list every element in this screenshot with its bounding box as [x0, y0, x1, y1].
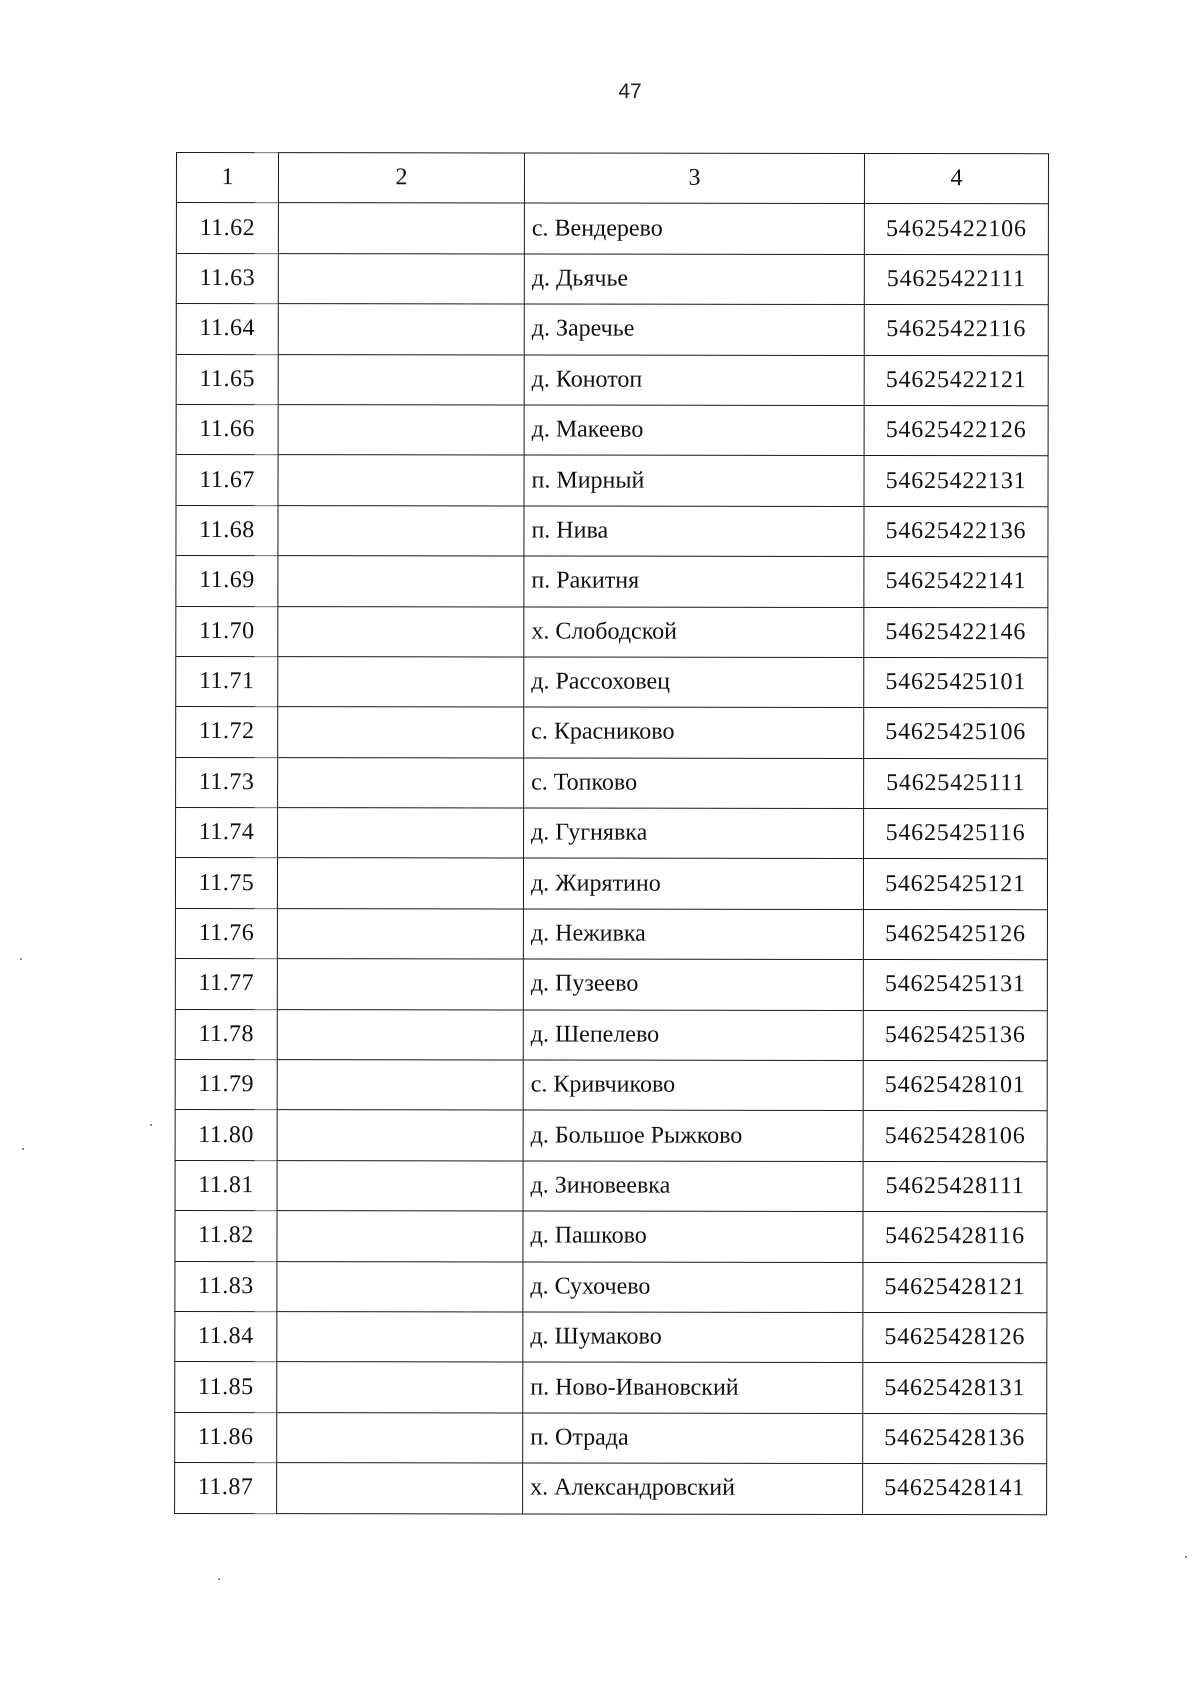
table-row [175, 1060, 1047, 1112]
row-number-cell: 11.84 [175, 1311, 277, 1362]
table-row [176, 757, 1048, 809]
oktmo-code-cell: 54625422116 [864, 305, 1048, 356]
oktmo-code-cell: 54625422106 [864, 204, 1048, 255]
settlement-name-cell: д. Конотоп [524, 355, 864, 406]
empty-cell [277, 1211, 523, 1262]
row-number-cell: 11.78 [175, 1009, 277, 1060]
row-number-cell: 11.80 [175, 1110, 277, 1161]
empty-cell [277, 1110, 523, 1161]
settlement-name-cell: д. Шепелево [523, 1010, 863, 1061]
empty-cell [278, 757, 524, 808]
oktmo-code-cell: 54625422121 [864, 355, 1048, 406]
table-row [176, 707, 1048, 759]
header-cell-3: 3 [524, 153, 864, 204]
scan-speck [22, 1148, 24, 1150]
header-cell-4: 4 [864, 153, 1048, 204]
empty-cell [278, 304, 524, 355]
settlement-name-cell: д. Заречье [524, 304, 864, 355]
settlement-name-cell: с. Красниково [524, 707, 864, 758]
table-row [175, 1110, 1047, 1162]
oktmo-code-cell: 54625428131 [863, 1363, 1047, 1414]
table-row [176, 808, 1048, 860]
table-row [176, 203, 1048, 255]
row-number-cell: 11.79 [175, 1060, 277, 1111]
settlement-name-cell: д. Пашково [523, 1211, 863, 1262]
table-row [176, 253, 1048, 305]
settlement-name-cell: х. Александровский [523, 1463, 863, 1514]
row-number-cell: 11.65 [176, 354, 278, 405]
page-number: 47 [618, 80, 642, 103]
oktmo-code-cell: 54625425131 [863, 960, 1047, 1011]
row-number-cell: 11.82 [175, 1211, 277, 1262]
table-row [175, 1261, 1047, 1313]
oktmo-code-cell: 54625425136 [863, 1010, 1047, 1061]
scan-speck [150, 1124, 152, 1126]
oktmo-code-cell: 54625425101 [864, 657, 1048, 708]
row-number-cell: 11.69 [176, 556, 278, 607]
table-row [176, 354, 1048, 406]
settlement-name-cell: п. Мирный [524, 455, 864, 506]
empty-cell [277, 1312, 523, 1363]
settlement-name-cell: д. Жирятино [523, 858, 863, 909]
row-number-cell: 11.64 [176, 304, 278, 355]
table-row [176, 455, 1048, 507]
table-row [175, 858, 1047, 910]
oktmo-code-cell: 54625422136 [864, 506, 1048, 557]
settlement-name-cell: д. Большое Рыжково [523, 1110, 863, 1161]
oktmo-code-cell: 54625428101 [863, 1060, 1047, 1111]
header-cell-2: 2 [278, 153, 524, 204]
empty-cell [277, 1261, 523, 1312]
settlement-name-cell: п. Нива [524, 506, 864, 557]
oktmo-code-cell: 54625425106 [864, 708, 1048, 759]
table-row [175, 1211, 1047, 1263]
oktmo-code-cell: 54625425111 [864, 758, 1048, 809]
table-row [175, 959, 1047, 1011]
oktmo-code-cell: 54625428121 [863, 1262, 1047, 1313]
table-row [176, 556, 1048, 608]
settlement-name-cell: п. Отрада [523, 1413, 863, 1464]
table-row [175, 1160, 1047, 1212]
empty-cell [278, 808, 524, 859]
empty-cell [277, 1412, 523, 1463]
empty-cell [277, 858, 523, 909]
row-number-cell: 11.83 [175, 1261, 277, 1312]
row-number-cell: 11.77 [175, 959, 277, 1010]
row-number-cell: 11.85 [175, 1362, 277, 1413]
scan-speck [218, 1578, 220, 1580]
oktmo-code-cell: 54625428136 [863, 1413, 1047, 1464]
table-body [175, 203, 1049, 1514]
table-row [175, 1412, 1047, 1464]
row-number-cell: 11.73 [176, 757, 278, 808]
table-row [175, 908, 1047, 960]
header-cell-1: 1 [176, 153, 278, 204]
empty-cell [278, 556, 524, 607]
empty-cell [278, 354, 524, 405]
table-row [176, 505, 1048, 557]
row-number-cell: 11.87 [175, 1463, 277, 1514]
table-row [175, 1311, 1047, 1363]
row-number-cell: 11.75 [175, 858, 277, 909]
settlement-name-cell: д. Шумаково [523, 1312, 863, 1363]
row-number-cell: 11.66 [176, 404, 278, 455]
empty-cell [277, 1009, 523, 1060]
settlement-name-cell: д. Дьячье [524, 254, 864, 305]
empty-cell [277, 1060, 523, 1111]
table-row [175, 1009, 1047, 1061]
oktmo-code-cell: 54625425126 [863, 909, 1047, 960]
settlement-name-cell: д. Зиновеевка [523, 1161, 863, 1212]
empty-cell [277, 1362, 523, 1413]
row-number-cell: 11.72 [176, 707, 278, 758]
row-number-cell: 11.68 [176, 505, 278, 556]
empty-cell [278, 657, 524, 708]
table-row [175, 1463, 1047, 1515]
row-number-cell: 11.70 [176, 606, 278, 657]
settlement-name-cell: с. Топково [524, 758, 864, 809]
empty-cell [277, 1463, 523, 1514]
row-number-cell: 11.63 [176, 253, 278, 304]
oktmo-code-cell: 54625425121 [863, 859, 1047, 910]
oktmo-code-cell: 54625428116 [863, 1212, 1047, 1263]
table-row [176, 656, 1048, 708]
oktmo-code-cell: 54625425116 [864, 809, 1048, 860]
settlement-name-cell: д. Сухочево [523, 1262, 863, 1313]
row-number-cell: 11.62 [176, 203, 278, 254]
settlement-name-cell: д. Гугнявка [524, 808, 864, 859]
oktmo-code-cell: 54625422131 [864, 456, 1048, 507]
oktmo-code-cell: 54625428111 [863, 1161, 1047, 1212]
empty-cell [278, 203, 524, 254]
settlement-name-cell: д. Макеево [524, 405, 864, 456]
empty-cell [278, 707, 524, 758]
row-number-cell: 11.81 [175, 1160, 277, 1211]
oktmo-code-cell: 54625428126 [863, 1312, 1047, 1363]
empty-cell [278, 253, 524, 304]
empty-cell [278, 455, 524, 506]
scan-speck [20, 958, 22, 960]
row-number-cell: 11.67 [176, 455, 278, 506]
scan-speck [1185, 1556, 1187, 1558]
empty-cell [277, 909, 523, 960]
row-number-cell: 11.71 [176, 656, 278, 707]
oktmo-code-cell: 54625422141 [864, 557, 1048, 608]
empty-cell [277, 1160, 523, 1211]
table-header-row [176, 153, 1048, 205]
settlement-name-cell: с. Вендерево [524, 203, 864, 254]
oktmo-code-cell: 54625422111 [864, 254, 1048, 305]
empty-cell [277, 959, 523, 1010]
oktmo-code-cell: 54625428106 [863, 1111, 1047, 1162]
empty-cell [278, 405, 524, 456]
settlement-name-cell: х. Слободской [524, 607, 864, 658]
settlements-table [174, 152, 1049, 1515]
empty-cell [278, 505, 524, 556]
settlement-name-cell: д. Пузеево [523, 959, 863, 1010]
settlement-name-cell: с. Кривчиково [523, 1060, 863, 1111]
row-number-cell: 11.74 [176, 808, 278, 859]
table-row [176, 404, 1048, 456]
oktmo-code-cell: 54625422146 [864, 607, 1048, 658]
oktmo-code-cell: 54625422126 [864, 405, 1048, 456]
row-number-cell: 11.76 [175, 908, 277, 959]
settlement-name-cell: п. Ракитня [524, 556, 864, 607]
table-row [176, 304, 1048, 356]
row-number-cell: 11.86 [175, 1412, 277, 1463]
settlement-name-cell: д. Рассоховец [524, 657, 864, 708]
table-row [176, 606, 1048, 658]
oktmo-code-cell: 54625428141 [863, 1464, 1047, 1515]
table-row [175, 1362, 1047, 1414]
settlement-name-cell: д. Неживка [523, 909, 863, 960]
settlement-name-cell: п. Ново-Ивановский [523, 1362, 863, 1413]
empty-cell [278, 606, 524, 657]
